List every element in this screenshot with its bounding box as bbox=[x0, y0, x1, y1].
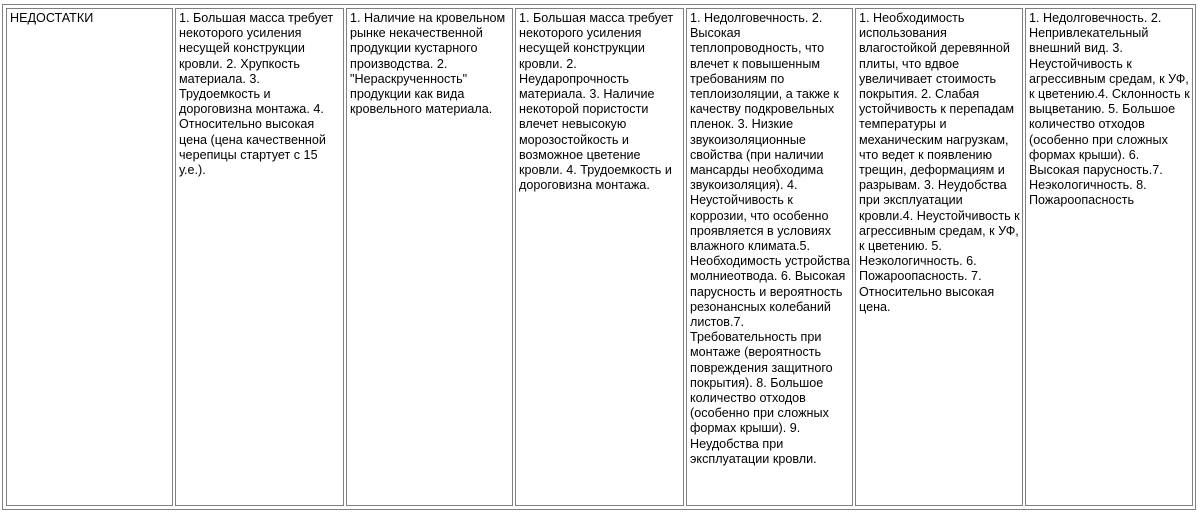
disadvantages-table bbox=[4, 6, 1195, 508]
table-cell: 1. Большая масса требует некоторого усиления несущей конструкции кровли. 2. Хрупкость материала. 3. Трудоемкость и дороговизна монтажа. 4. Относительно высокая цена (цена качественной черепицы стартует с 15 у.е.). bbox=[175, 8, 344, 506]
table-cell: 1. Наличие на кровельном рынке некачественной продукции кустарного производства. 2. "Нераскрученность" продукции как вида кровельного материала. bbox=[346, 8, 513, 506]
comparison-table bbox=[2, 4, 1196, 510]
table-cell: 1. Большая масса требует некоторого усиления несущей конструкции кровли. 2. Неударопрочность материала. 3. Наличие некоторой пористости влечет невысокую морозостойкость и возможное цветение кровли. 4. Трудоемкость и дороговизна монтажа. bbox=[515, 8, 684, 506]
table-cell: 1. Необходимость использования влагостойкой деревянной плиты, что вдвое увеличивает стоимость покрытия. 2. Слабая устойчивость к перепадам температуры и механическим нагрузкам, что ведет к появлению трещин, деформациям и разрывам. 3. Неудобства при эксплуатации кровли.4. Неустойчивость к агрессивным средам, к УФ, к цветению. 5. Неэкологичность. 6. Пожароопасность. 7. Относительно высокая цена. bbox=[855, 8, 1023, 506]
row-header-cell: НЕДОСТАТКИ bbox=[6, 8, 173, 506]
table-row bbox=[6, 8, 1193, 506]
table-cell: 1. Недолговечность. 2. Высокая теплопроводность, что влечет к повышенным требованиям по теплоизоляции, а также к качеству подкровельных пленок. 3. Низкие звукоизоляционные свойства (при наличии мансарды необходима звукоизоляция). 4. Неустойчивость к коррозии, что особенно проявляется в условиях влажного климата.5. Необходимость устройства молниеотвода. 6. Высокая парусность и вероятность резонансных колебаний листов.7. Требовательность при монтаже (вероятность повреждения защитного покрытия). 8. Большое количество отходов (особенно при сложных формах крыши). 9. Неудобства при эксплуатации кровли. bbox=[686, 8, 853, 506]
table-cell: 1. Недолговечность. 2. Непривлекательный внешний вид. 3. Неустойчивость к агрессивным средам, к УФ, к цветению.4. Склонность к выцветанию. 5. Большое количество отходов (особенно при сложных формах крыши). 6. Высокая парусность.7. Неэкологичность. 8. Пожароопасность bbox=[1025, 8, 1193, 506]
